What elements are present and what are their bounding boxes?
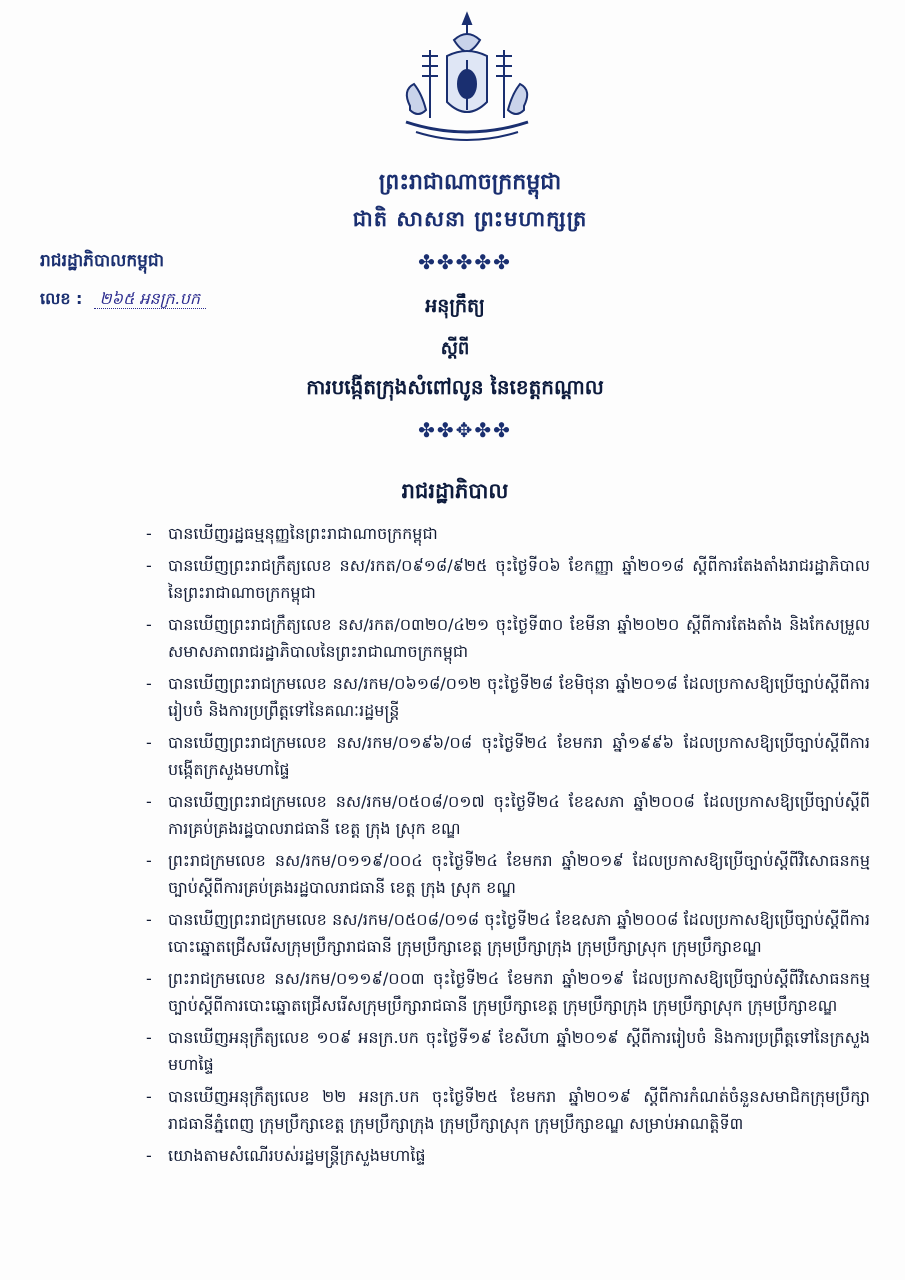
list-item: - បានឃើញព្រះរាជក្រមលេខ នស/រកម/០៥០៨/០១៧ ចុះថ្ងៃទី២៤ ខែឧសភា ឆ្នាំ២០០៨ ដែលប្រកាសឱ្យប្រើច្បាប់ស្តីពីការគ្រប់គ្រងរដ្ឋបាលរាជធានី ខេត្ត ក្រុង ស្រុក ខណ្ឌ <box>146 792 870 838</box>
section-heading: រាជរដ្ឋាភិបាល <box>401 479 509 503</box>
list-item: - បានឃើញព្រះរាជក្រមលេខ នស/រកម/០៥០៨/០១៨ ចុះថ្ងៃទី២៤ ខែឧសភា ឆ្នាំ២០០៨ ដែលប្រកាសឱ្យប្រើច្បាប់ស្តីពីការបោះឆ្នោតជ្រើសរើសក្រុមប្រឹក្សារាជធានី ក្រុមប្រឹក្សាខេត្ត ក្រុមប្រឹក្សាក្រុង ក្រុមប្រឹក្សាស្រុក ក្រុមប្រឹក្សាខណ្ឌ <box>146 910 870 956</box>
list-item: - យោងតាមសំណើរបស់រដ្ឋមន្ត្រីក្រសួងមហាផ្ទៃ <box>146 1146 426 1165</box>
list-item: - ព្រះរាជក្រមលេខ នស/រកម/០១១៩/០០៣ ចុះថ្ងៃទី២៤ ខែមករា ឆ្នាំ២០១៩ ដែលប្រកាសឱ្យប្រើច្បាប់ស្តីពីវិសោធនកម្មច្បាប់ស្តីពីការបោះឆ្នោតជ្រើសរើសក្រុមប្រឹក្សារាជធានី ក្រុមប្រឹក្សាខេត្ត ក្រុមប្រឹក្សាក្រុង ក្រុមប្រឹក្សាស្រុក ក្រុមប្រឹក្សាខណ្ឌ <box>146 969 870 1015</box>
list-item: - បានឃើញព្រះរាជក្រឹត្យលេខ នស/រកត/០៩១៨/៩២៥ ចុះថ្ងៃទី០៦ ខែកញ្ញា ឆ្នាំ២០១៨ ស្តីពីការតែងតាំងរាជរដ្ឋាភិបាលនៃព្រះរាជាណាចក្រកម្ពុជា <box>146 556 870 602</box>
list-item: - បានឃើញព្រះរាជក្រមលេខ នស/រកម/០១៩៦/០៨ ចុះថ្ងៃទី២៤ ខែមករា ឆ្នាំ១៩៩៦ ដែលប្រកាសឱ្យប្រើច្បាប់ស្តីពីការបង្កើតក្រសួងមហាផ្ទៃ <box>146 733 870 779</box>
list-item: - បានឃើញព្រះរាជក្រមលេខ នស/រកម/០៦១៨/០១២ ចុះថ្ងៃទី២៨ ខែមិថុនា ឆ្នាំ២០១៨ ដែលប្រកាសឱ្យប្រើច្បាប់ស្តីពីការរៀបចំ និងការប្រព្រឹត្តទៅនៃគណៈរដ្ឋមន្ត្រី <box>146 674 870 720</box>
list-item: - បានឃើញព្រះរាជក្រឹត្យលេខ នស/រកត/០៣២០/៤២១ ចុះថ្ងៃទី៣០ ខែមីនា ឆ្នាំ២០២០ ស្តីពីការតែងតាំង និងកែសម្រួលសមាសភាពរាជរដ្ឋាភិបាលនៃព្រះរាជាណាចក្រកម្ពុជា <box>146 615 870 661</box>
reference-number-label: លេខ : <box>40 289 83 308</box>
header-ornament: ✤✤✤✤✤ <box>418 250 512 274</box>
kingdom-title: ព្រះរាជាណាចក្រកម្ពុជា <box>378 169 562 195</box>
list-item: - បានឃើញរដ្ឋធម្មនុញ្ញនៃព្រះរាជាណាចក្រកម្ពុជា <box>146 524 438 543</box>
national-motto: ជាតិ សាសនា ព្រះមហាក្សត្រ <box>352 206 588 231</box>
royal-coat-of-arms-emblem <box>392 10 542 150</box>
document-title: ការបង្កើតក្រុងសំពៅលូន នៃខេត្តកណ្ដាល <box>306 375 604 399</box>
list-item: - បានឃើញអនុក្រឹត្យលេខ ១០៩ អនក្រ.បក ចុះថ្ងៃទី១៩ ខែសីហា ឆ្នាំ២០១៩ ស្តីពីការរៀបចំ និងការប្រព្រឹត្តទៅនៃក្រសួងមហាផ្ទៃ <box>146 1028 870 1074</box>
list-item: - បានឃើញអនុក្រឹត្យលេខ ២២ អនក្រ.បក ចុះថ្ងៃទី២៥ ខែមករា ឆ្នាំ២០១៩ ស្តីពីការកំណត់ចំនួនសមាជិកក្រុមប្រឹក្សារាជធានីភ្នំពេញ ក្រុមប្រឹក្សាខេត្ត ក្រុមប្រឹក្សាក្រុង ក្រុមប្រឹក្សាស្រុក ក្រុមប្រឹក្សាខណ្ឌ សម្រាប់អាណត្តិទី៣ <box>146 1087 870 1133</box>
issuer-name: រាជរដ្ឋាភិបាលកម្ពុជា <box>40 251 165 271</box>
legal-references-list <box>140 520 870 1174</box>
list-item: - ព្រះរាជក្រមលេខ នស/រកម/០១១៩/០០៤ ចុះថ្ងៃទី២៤ ខែមករា ឆ្នាំ២០១៩ ដែលប្រកាសឱ្យប្រើច្បាប់ស្តីពីវិសោធនកម្មច្បាប់ស្តីពីការគ្រប់គ្រងរដ្ឋបាលរាជធានី ខេត្ត ក្រុង ស្រុក ខណ្ឌ <box>146 851 870 897</box>
title-ornament: ✤✤✥✤✤ <box>418 418 512 442</box>
document-type: អនុក្រឹត្យ <box>425 295 485 317</box>
reference-number-value: ២៦៥ អនក្រ.បក <box>94 289 206 309</box>
document-about: ស្តីពី <box>440 338 470 359</box>
